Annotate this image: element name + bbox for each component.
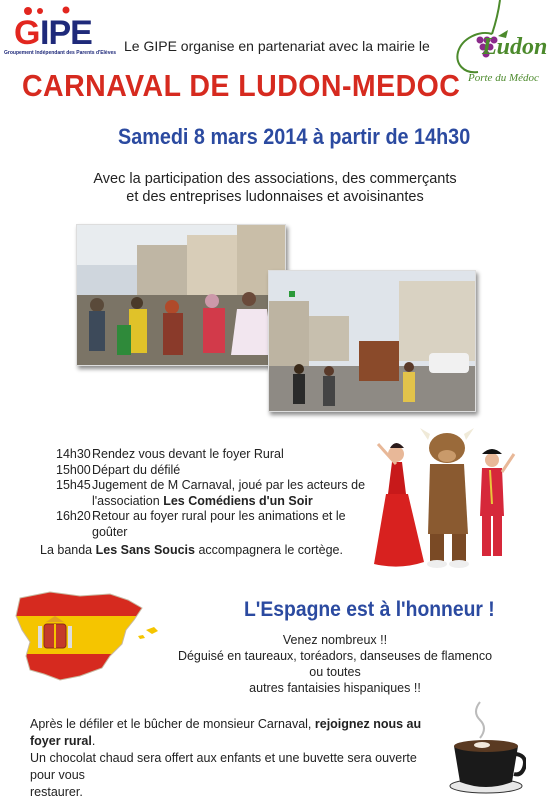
schedule-desc: Rendez vous devant le foyer Rural: [92, 447, 284, 461]
schedule-row: [56, 447, 376, 463]
spain-map-flag-icon: [10, 586, 160, 684]
banda-pre: La banda: [40, 543, 96, 557]
banda-post: accompagnera le cortège.: [194, 543, 343, 557]
ludon-name: Ludon: [482, 34, 548, 60]
closing-text: [30, 716, 440, 801]
spain-line-3: autres fantaisies hispaniques !!: [249, 681, 421, 695]
schedule-desc: Départ du défilé: [92, 462, 181, 477]
schedule-time: 16h20: [56, 509, 91, 523]
spain-line-1: Venez nombreux !!: [282, 633, 388, 647]
intro-text: Le GIPE organise en partenariat avec la mairie le: [124, 38, 430, 54]
schedule-desc: [92, 478, 376, 509]
gipe-logo: [4, 6, 116, 56]
closing-line-2: Un chocolat chaud sera offert aux enfants et une buvette sera ouverte pour vous: [30, 751, 417, 782]
closing-bold: rejoignez nous au foyer rural: [30, 717, 422, 748]
subtitle-line-2: et des entreprises ludonnaises et avoisinantes: [126, 189, 424, 205]
subtitle: [60, 170, 490, 206]
schedule-time: 15h45: [56, 478, 91, 492]
carnival-photo-2: [268, 270, 476, 412]
schedule-desc-bold: Les Comédiens d'un Soir: [163, 493, 313, 508]
banda-note: [40, 543, 343, 557]
gipe-letter-g: G: [14, 14, 40, 52]
spain-text: [170, 632, 500, 696]
spain-title: L'Espagne est à l'honneur !: [244, 598, 495, 621]
schedule-row: [56, 463, 376, 479]
event-date: Samedi 8 mars 2014 à partir de 14h30: [118, 124, 471, 149]
schedule-time: 14h30: [56, 447, 91, 461]
gipe-tagline: Groupement Indépendant des Parents d'Elèves: [4, 50, 117, 56]
schedule-time: 15h00: [56, 462, 91, 477]
closing-line-3: restaurer.: [30, 785, 83, 799]
closing-post: .: [91, 734, 96, 748]
schedule-row: [56, 509, 376, 540]
schedule-desc: Retour au foyer rural pour les animations et le goûter: [92, 509, 346, 539]
dancers-illustration: [372, 424, 516, 574]
schedule: [56, 447, 376, 540]
page-title: CARNAVAL DE LUDON-MEDOC: [22, 68, 461, 103]
schedule-row: [56, 478, 376, 509]
banda-name: Les Sans Soucis: [95, 543, 195, 557]
closing-pre: Après le défiler et le bûcher de monsieur Carnaval,: [30, 717, 315, 731]
carnival-photo-1: [76, 224, 286, 366]
subtitle-line-1: Avec la participation des associations, des commerçants: [93, 171, 457, 187]
hot-chocolate-cup-icon: [446, 700, 526, 795]
spain-line-2: Déguisé en taureaux, toréadors, danseuses de flamenco ou toutes: [177, 649, 493, 679]
gipe-letters-ipe: IPE: [40, 14, 92, 52]
ludon-tagline: Porte du Médoc: [468, 72, 539, 84]
schedule-desc-text: Jugement de M Carnaval, joué par les acteurs de l'association: [92, 478, 366, 508]
